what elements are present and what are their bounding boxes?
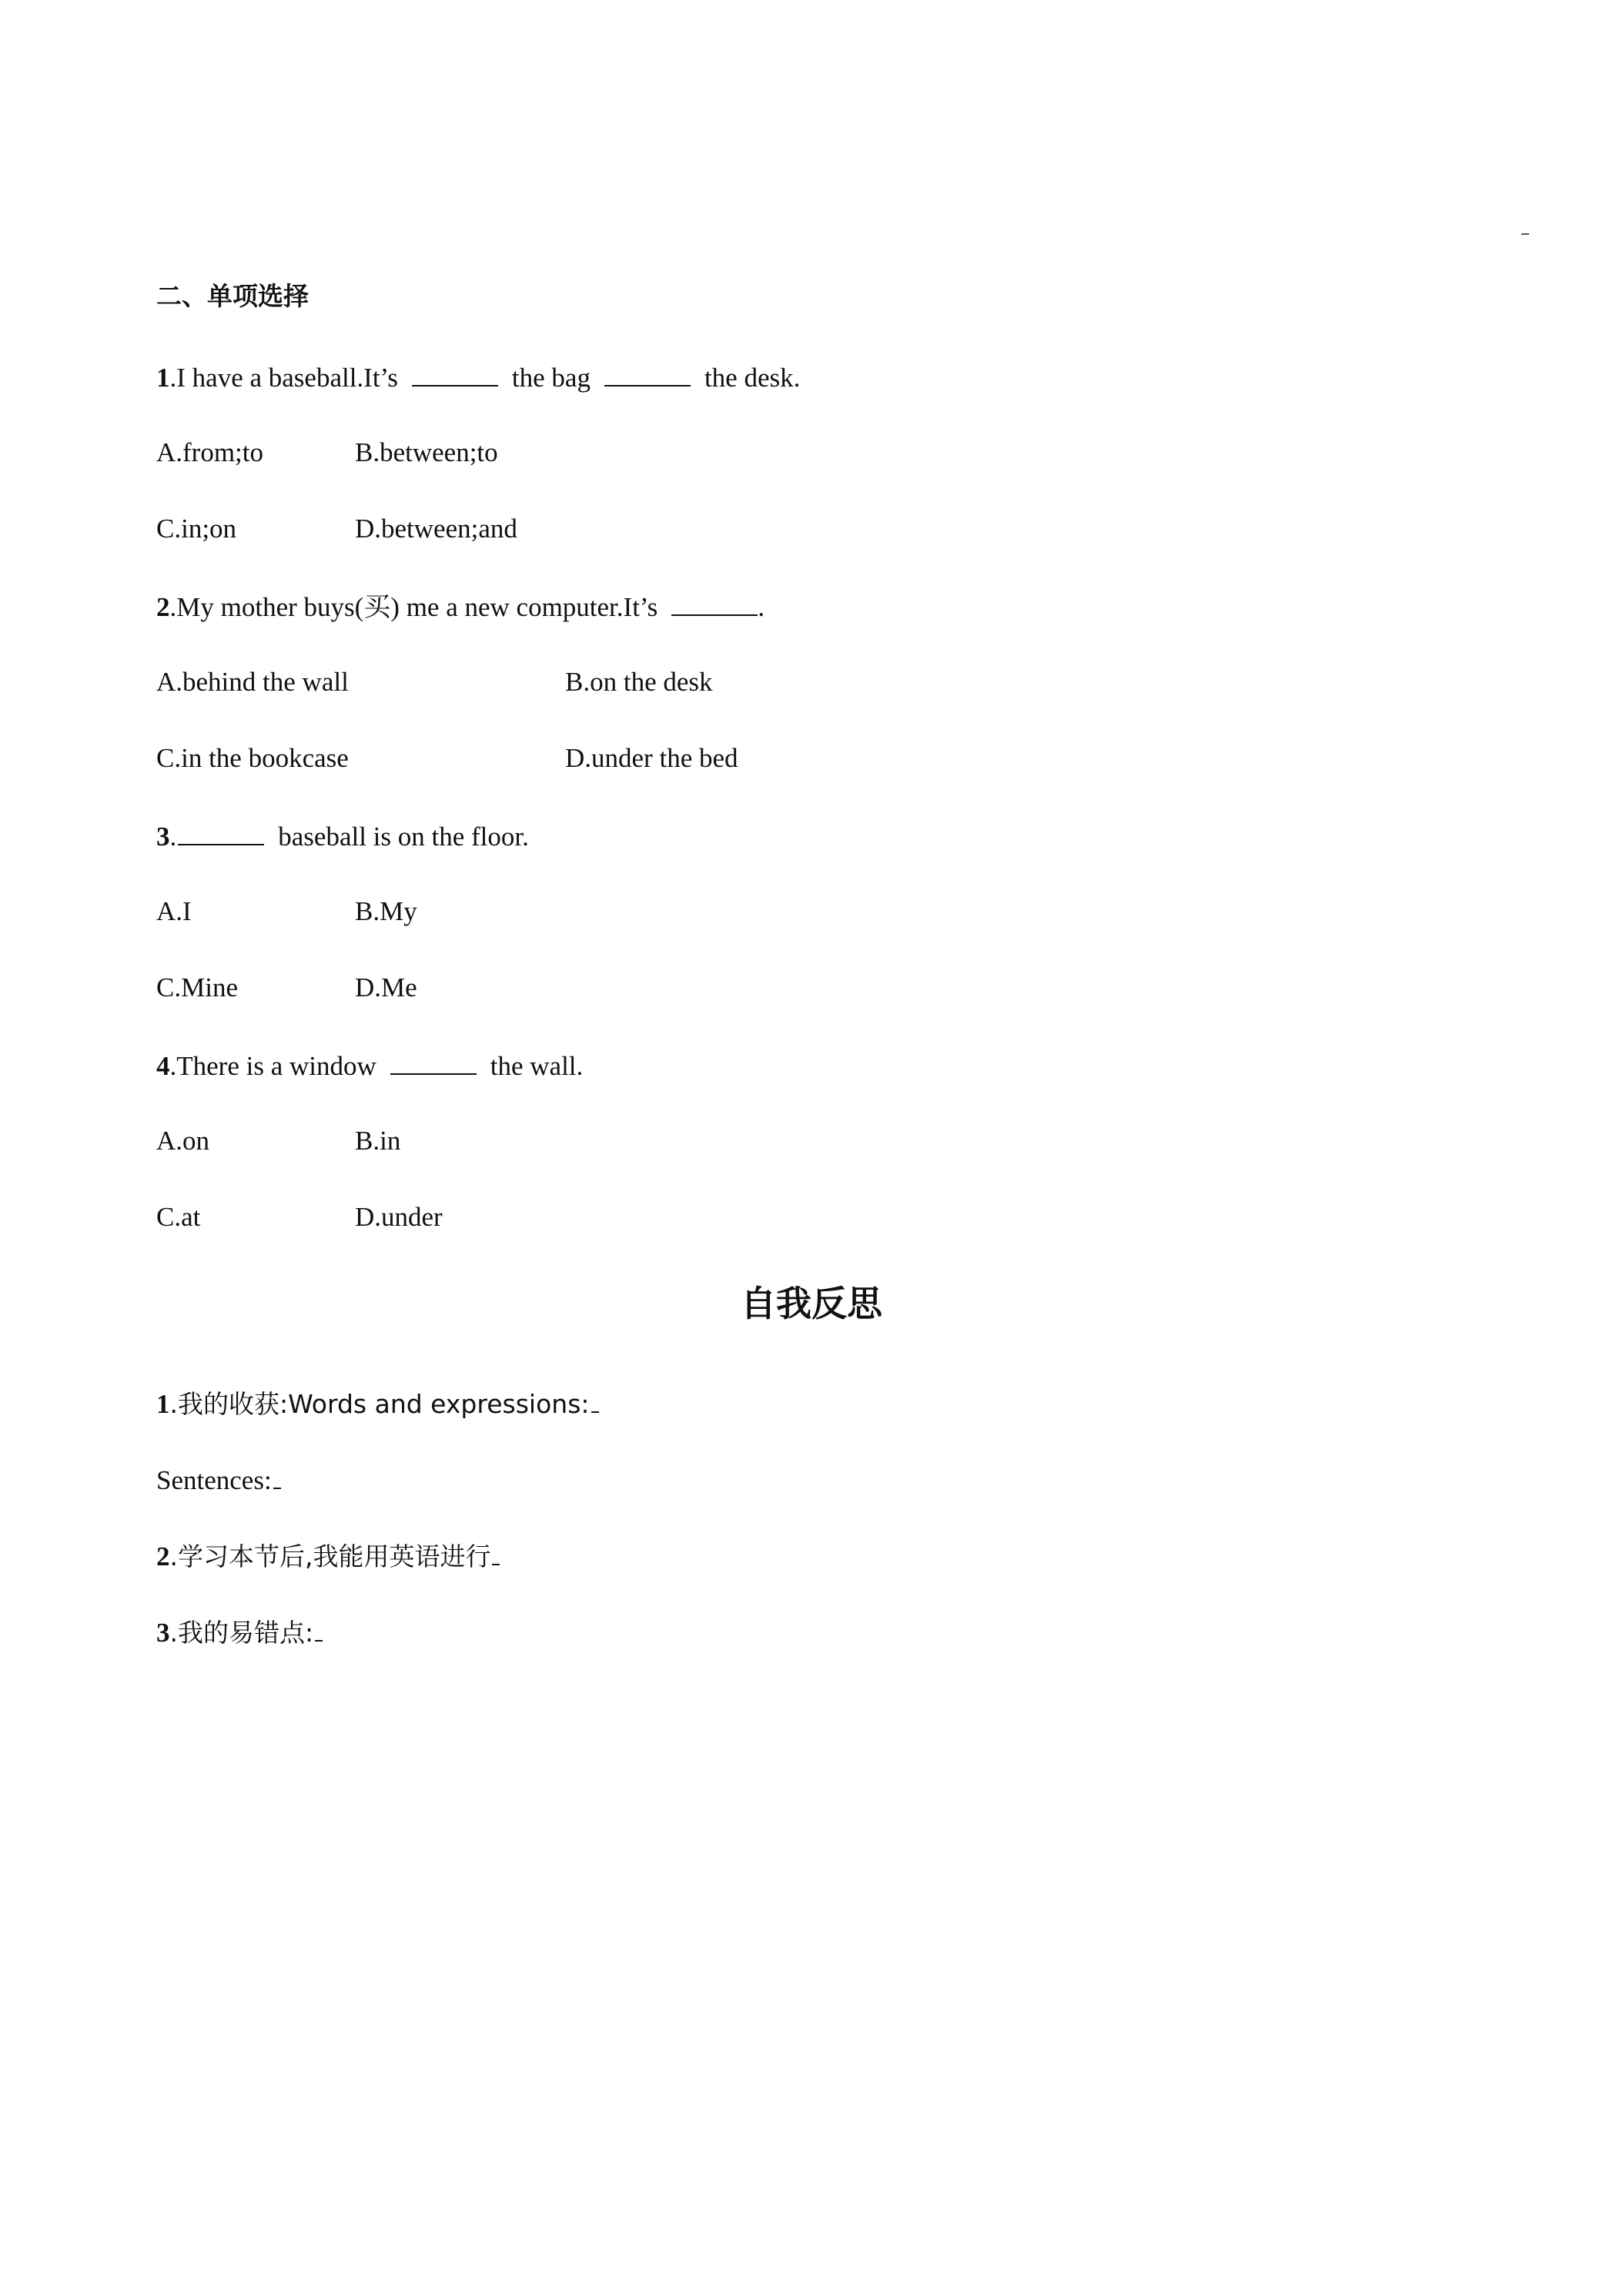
question-text: .	[169, 822, 177, 852]
reflection-item-1	[156, 1391, 599, 1417]
section-title: 二、单项选择	[156, 281, 309, 311]
option-c[interactable]: C.at	[156, 1202, 201, 1232]
question-1	[156, 362, 800, 391]
reflection-item-2	[156, 1543, 500, 1570]
option-a[interactable]: A.from;to	[156, 437, 264, 467]
answer-blank[interactable]	[390, 1050, 477, 1075]
question-number: 3	[156, 822, 170, 852]
question-2	[156, 591, 765, 621]
answer-line[interactable]	[492, 1544, 500, 1565]
option-c[interactable]: C.in the bookcase	[156, 743, 349, 773]
answer-blank[interactable]	[178, 821, 264, 845]
answer-line[interactable]	[273, 1468, 281, 1489]
option-c[interactable]: C.in;on	[156, 514, 237, 544]
question-text: .There is a window	[169, 1051, 376, 1081]
question-3	[156, 821, 529, 850]
option-b[interactable]: B.between;to	[355, 437, 498, 467]
corner-mark	[1521, 233, 1529, 235]
question-number: 4	[156, 1051, 170, 1081]
option-d[interactable]: D.under	[355, 1202, 443, 1232]
question-text: the bag	[511, 363, 591, 393]
question-text: baseball is on the floor.	[278, 822, 529, 852]
question-4	[156, 1050, 583, 1079]
question-text: .	[758, 592, 765, 622]
answer-line[interactable]	[315, 1620, 323, 1642]
option-d[interactable]: D.under the bed	[565, 743, 738, 773]
option-d[interactable]: D.between;and	[355, 514, 517, 544]
reflection-item-1-sentences	[156, 1467, 281, 1494]
option-a[interactable]: A.behind the wall	[156, 667, 349, 697]
item-number: 1	[156, 1389, 170, 1419]
option-b[interactable]: B.My	[355, 896, 417, 926]
question-text: the wall.	[490, 1051, 584, 1081]
answer-blank[interactable]	[412, 362, 498, 387]
item-number: 2	[156, 1541, 170, 1571]
option-c[interactable]: C.Mine	[156, 972, 238, 1002]
reflection-title: 自我反思	[741, 1283, 882, 1324]
question-text: .My mother buys(买) me a new computer.It’s	[169, 592, 658, 622]
answer-line[interactable]	[591, 1391, 599, 1413]
option-d[interactable]: D.Me	[355, 972, 417, 1002]
option-a[interactable]: A.on	[156, 1126, 210, 1156]
option-b[interactable]: B.on the desk	[565, 667, 713, 697]
item-text: .学习本节后,我能用英语进行	[169, 1541, 491, 1571]
option-b[interactable]: B.in	[355, 1126, 401, 1156]
item-text: .我的收获:Words and expressions:	[169, 1389, 590, 1419]
option-a[interactable]: A.I	[156, 896, 192, 926]
answer-blank[interactable]	[604, 362, 691, 387]
answer-blank[interactable]	[671, 591, 758, 616]
reflection-item-3	[156, 1619, 323, 1646]
item-text: .我的易错点:	[169, 1618, 314, 1648]
question-text: the desk.	[704, 363, 801, 393]
question-number: 1	[156, 363, 170, 393]
item-text: Sentences:	[156, 1465, 272, 1495]
question-number: 2	[156, 592, 170, 622]
question-text: .I have a baseball.It’s	[169, 363, 398, 393]
item-number: 3	[156, 1618, 170, 1648]
